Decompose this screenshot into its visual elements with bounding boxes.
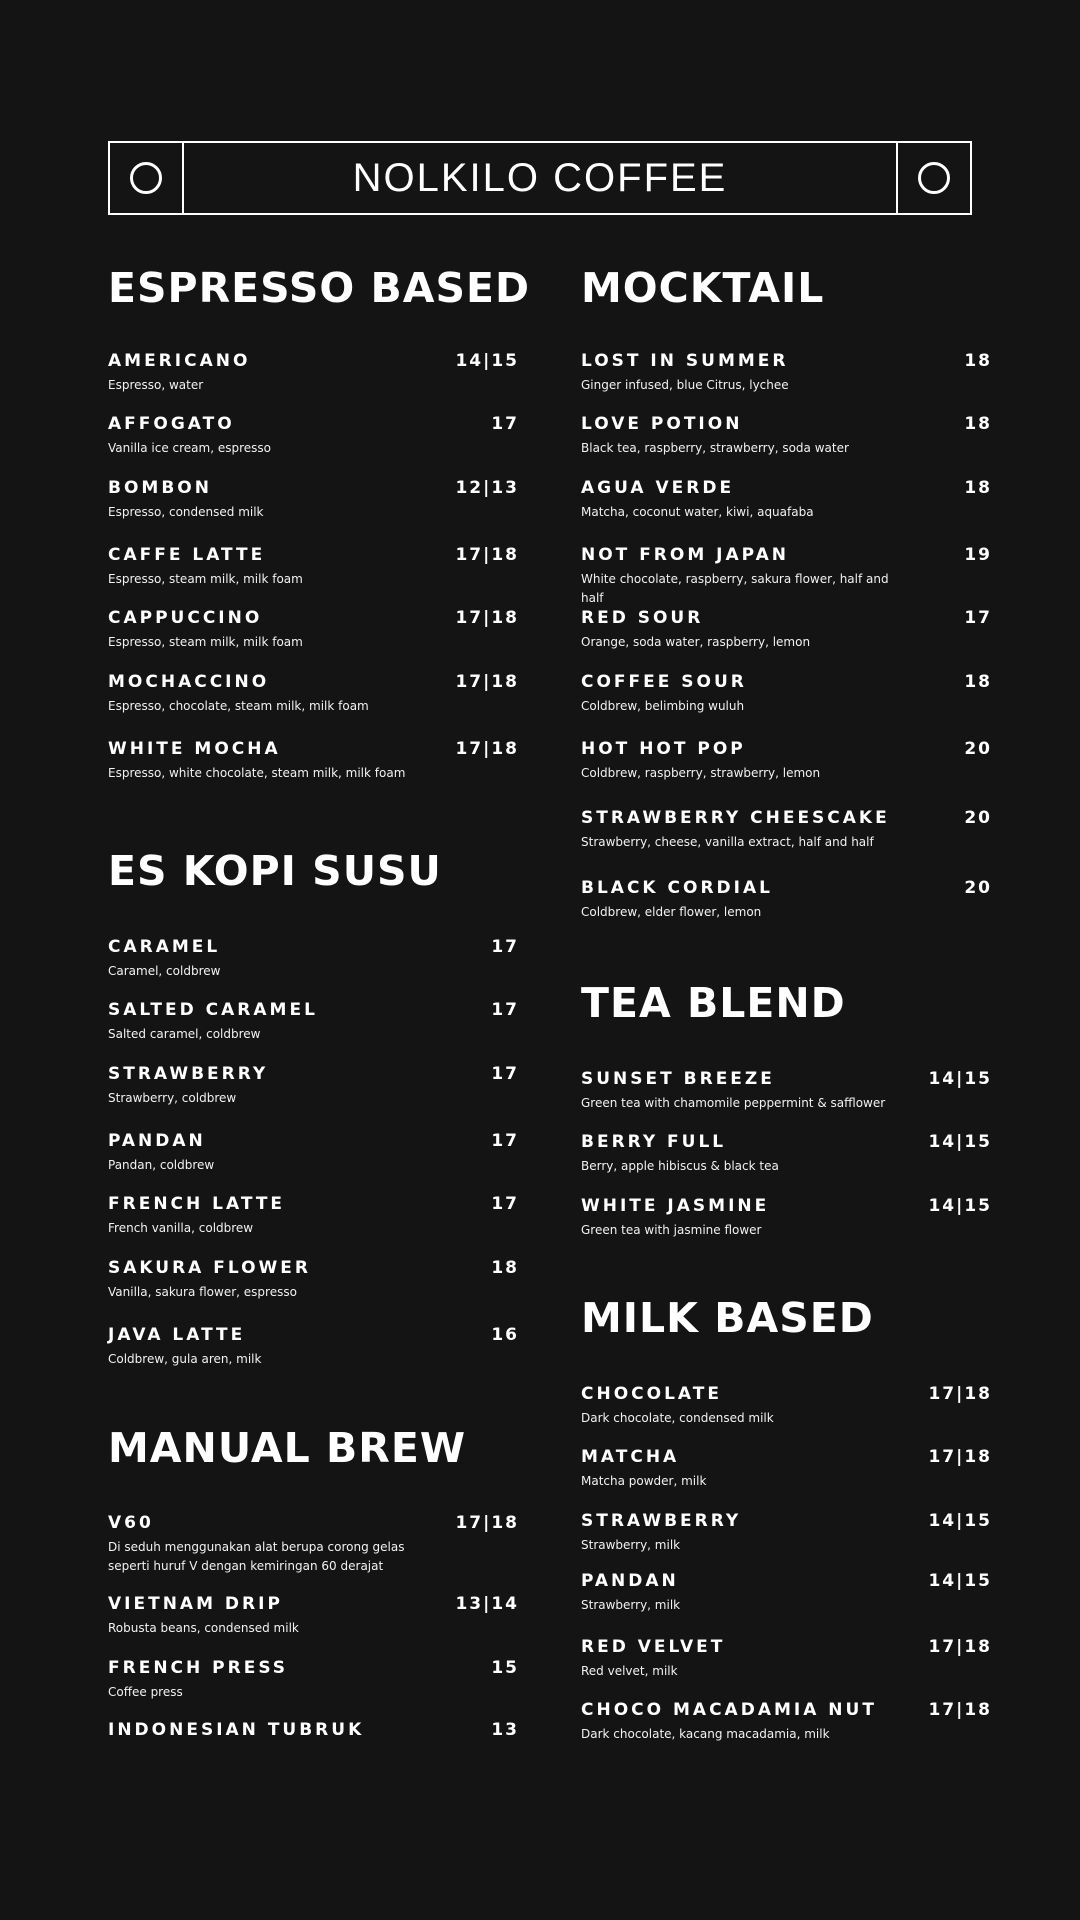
item-price: 17	[491, 414, 519, 434]
item-price: 17	[491, 1064, 519, 1084]
item-description: Espresso, steam milk, milk foam	[108, 635, 303, 649]
item-description: Green tea with chamomile peppermint & safflower	[581, 1096, 886, 1110]
item-name: STRAWBERRY CHEESCAKE	[581, 808, 890, 828]
item-price: 17|18	[928, 1447, 992, 1467]
item-description: Matcha powder, milk	[581, 1474, 707, 1488]
item-name: WHITE MOCHA	[108, 739, 281, 759]
item-description: Espresso, chocolate, steam milk, milk foam	[108, 699, 369, 713]
item-description: Coldbrew, gula aren, milk	[108, 1352, 262, 1366]
item-name: RED VELVET	[581, 1637, 726, 1657]
item-price: 17|18	[455, 545, 519, 565]
item-description: Strawberry, cheese, vanilla extract, half and half	[581, 835, 874, 849]
item-price: 17|18	[455, 1513, 519, 1533]
item-price: 20	[964, 739, 992, 759]
item-name: BOMBON	[108, 478, 212, 498]
item-name: VIETNAM DRIP	[108, 1594, 283, 1614]
item-name: BLACK CORDIAL	[581, 878, 773, 898]
item-price: 18	[491, 1258, 519, 1278]
item-name: CAFFE LATTE	[108, 545, 266, 565]
item-description: Robusta beans, condensed milk	[108, 1621, 299, 1635]
item-price: 14|15	[928, 1571, 992, 1591]
item-description: Coldbrew, raspberry, strawberry, lemon	[581, 766, 821, 780]
item-price: 14|15	[928, 1132, 992, 1152]
item-price: 19	[964, 545, 992, 565]
item-description: Strawberry, milk	[581, 1538, 681, 1552]
item-description: Pandan, coldbrew	[108, 1158, 215, 1172]
header-right-cap	[896, 143, 970, 213]
item-price: 17	[964, 608, 992, 628]
item-price: 17|18	[928, 1700, 992, 1720]
section-title: ES KOPI SUSU	[108, 847, 442, 895]
item-price: 17|18	[455, 608, 519, 628]
item-description: Salted caramel, coldbrew	[108, 1027, 261, 1041]
menu-header	[108, 141, 972, 215]
circle-icon	[918, 162, 950, 194]
item-name: RED SOUR	[581, 608, 704, 628]
item-name: LOVE POTION	[581, 414, 743, 434]
item-price: 14|15	[928, 1511, 992, 1531]
item-name: AFFOGATO	[108, 414, 235, 434]
item-name: CARAMEL	[108, 937, 221, 957]
item-description: Ginger infused, blue Citrus, lychee	[581, 378, 789, 392]
item-name: MATCHA	[581, 1447, 680, 1467]
item-price: 15	[491, 1658, 519, 1678]
item-name: CHOCO MACADAMIA NUT	[581, 1700, 877, 1720]
item-price: 17|18	[455, 672, 519, 692]
item-price: 14|15	[928, 1196, 992, 1216]
item-description: Coldbrew, belimbing wuluh	[581, 699, 745, 713]
item-description: Espresso, white chocolate, steam milk, milk foam	[108, 766, 406, 780]
item-description: Strawberry, milk	[581, 1598, 681, 1612]
item-description: Coldbrew, elder flower, lemon	[581, 905, 762, 919]
item-name: STRAWBERRY	[581, 1511, 742, 1531]
header-left-cap	[110, 143, 184, 213]
item-name: PANDAN	[581, 1571, 679, 1591]
item-description: Black tea, raspberry, strawberry, soda water	[581, 441, 849, 455]
section-title: MOCKTAIL	[581, 264, 825, 312]
item-name: PANDAN	[108, 1131, 206, 1151]
item-description: Caramel, coldbrew	[108, 964, 221, 978]
item-name: AMERICANO	[108, 351, 251, 371]
item-price: 12|13	[455, 478, 519, 498]
item-description: White chocolate, raspberry, sakura flower, half and half	[581, 572, 889, 605]
item-name: FRENCH PRESS	[108, 1658, 289, 1678]
item-description: Green tea with jasmine flower	[581, 1223, 762, 1237]
item-price: 14|15	[455, 351, 519, 371]
item-price: 18	[964, 478, 992, 498]
item-description: Espresso, water	[108, 378, 204, 392]
item-name: INDONESIAN TUBRUK	[108, 1720, 365, 1740]
item-description: Berry, apple hibiscus & black tea	[581, 1159, 779, 1173]
item-price: 16	[491, 1325, 519, 1345]
item-description: Espresso, condensed milk	[108, 505, 264, 519]
item-name: SAKURA FLOWER	[108, 1258, 311, 1278]
item-name: JAVA LATTE	[108, 1325, 246, 1345]
item-description: Dark chocolate, condensed milk	[581, 1411, 774, 1425]
circle-icon	[130, 162, 162, 194]
item-price: 13	[491, 1720, 519, 1740]
item-name: HOT HOT POP	[581, 739, 746, 759]
item-name: NOT FROM JAPAN	[581, 545, 789, 565]
item-name: V60	[108, 1513, 154, 1533]
item-price: 13|14	[455, 1594, 519, 1614]
item-name: SUNSET BREEZE	[581, 1069, 775, 1089]
item-price: 18	[964, 351, 992, 371]
item-price: 20	[964, 808, 992, 828]
item-name: STRAWBERRY	[108, 1064, 269, 1084]
item-description: Orange, soda water, raspberry, lemon	[581, 635, 811, 649]
item-name: COFFEE SOUR	[581, 672, 747, 692]
item-price: 17|18	[928, 1384, 992, 1404]
item-price: 17|18	[928, 1637, 992, 1657]
item-price: 18	[964, 414, 992, 434]
item-description: Matcha, coconut water, kiwi, aquafaba	[581, 505, 814, 519]
item-description: Red velvet, milk	[581, 1664, 678, 1678]
item-description: Di seduh menggunakan alat berupa corong gelas seperti huruf V dengan kemiringan 60 derajat	[108, 1540, 405, 1573]
item-description: Vanilla, sakura flower, espresso	[108, 1285, 297, 1299]
item-name: FRENCH LATTE	[108, 1194, 286, 1214]
item-name: CAPPUCCINO	[108, 608, 263, 628]
section-title: MILK BASED	[581, 1294, 874, 1342]
item-name: SALTED CARAMEL	[108, 1000, 318, 1020]
item-price: 17|18	[455, 739, 519, 759]
item-name: LOST IN SUMMER	[581, 351, 789, 371]
item-description: Coffee press	[108, 1685, 183, 1699]
item-name: MOCHACCINO	[108, 672, 270, 692]
section-title: TEA BLEND	[581, 979, 846, 1027]
item-name: CHOCOLATE	[581, 1384, 722, 1404]
section-title: MANUAL BREW	[108, 1424, 467, 1472]
item-description: Vanilla ice cream, espresso	[108, 441, 272, 455]
item-price: 17	[491, 1131, 519, 1151]
item-description: Espresso, steam milk, milk foam	[108, 572, 303, 586]
item-name: AGUA VERDE	[581, 478, 735, 498]
item-name: BERRY FULL	[581, 1132, 727, 1152]
item-price: 14|15	[928, 1069, 992, 1089]
item-price: 17	[491, 1000, 519, 1020]
item-description: Strawberry, coldbrew	[108, 1091, 237, 1105]
item-price: 20	[964, 878, 992, 898]
item-description: Dark chocolate, kacang macadamia, milk	[581, 1727, 830, 1741]
item-price: 17	[491, 937, 519, 957]
item-price: 17	[491, 1194, 519, 1214]
item-price: 18	[964, 672, 992, 692]
section-title: ESPRESSO BASED	[108, 264, 531, 312]
item-description: French vanilla, coldbrew	[108, 1221, 254, 1235]
cafe-title: NOLKILO COFFEE	[352, 155, 728, 200]
item-name: WHITE JASMINE	[581, 1196, 770, 1216]
